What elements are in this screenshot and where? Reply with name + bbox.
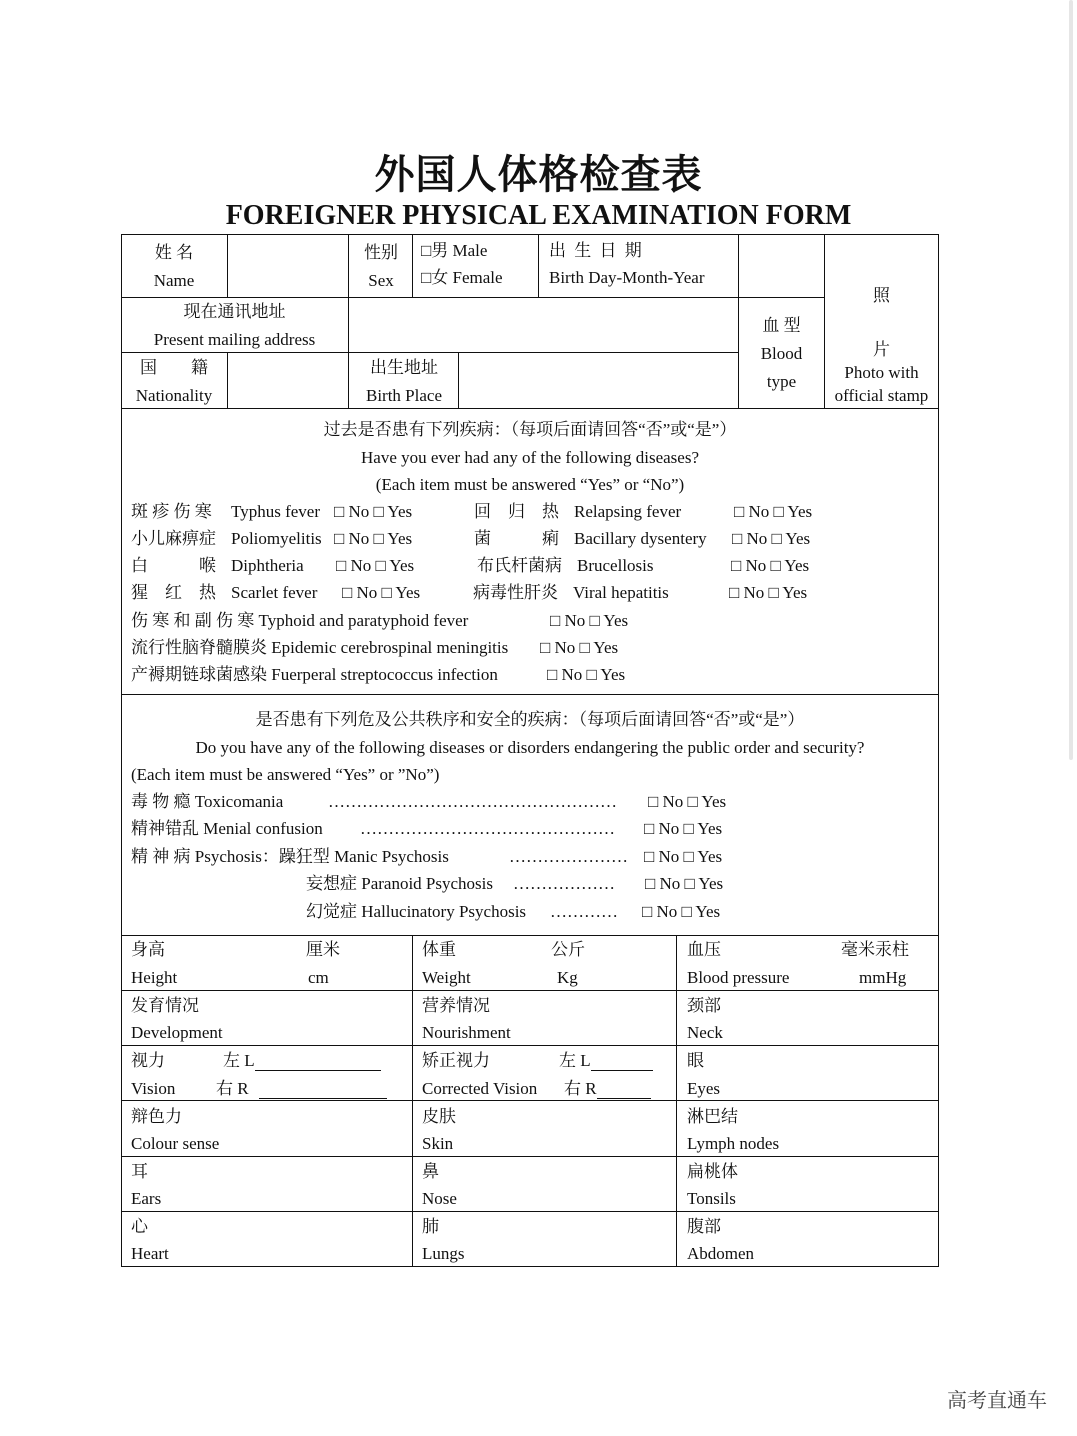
exam-label-en: Nourishment	[422, 1023, 511, 1042]
form-title-en: FOREIGNER PHYSICAL EXAMINATION FORM	[225, 200, 852, 231]
sex-label-en: Sex	[368, 271, 394, 290]
disease-answer[interactable]: □ No □ Yes	[734, 502, 813, 521]
exam-label-en: Development	[131, 1023, 223, 1042]
exam-label-cn: 肺	[422, 1217, 439, 1236]
exam-form	[121, 234, 939, 1267]
exam-label-en: Neck	[687, 1023, 723, 1042]
vision-left-label: 左 L	[223, 1051, 255, 1070]
public-item-dots: ………………	[513, 874, 615, 893]
exam-label-cn: 鼻	[422, 1162, 439, 1181]
cvision-left	[559, 1051, 653, 1071]
cvision-right-field[interactable]	[597, 1082, 651, 1099]
disease-long: 产褥期链球菌感染 Fuerperal streptococcus infection	[131, 665, 498, 684]
public-heading-cn: 是否患有下列危及公共秩序和安全的疾病：（每项后面请回答“否”或“是”）	[255, 710, 805, 729]
vision-label-cn: 视力	[131, 1051, 165, 1070]
form-title-cn: 外国人体格检查表	[374, 152, 703, 198]
public-heading-en-1: Do you have any of the following diseases or disorders endangering the public order and security?	[195, 738, 865, 757]
photo-label-cn-2: 片	[873, 340, 890, 359]
name-field[interactable]	[229, 236, 347, 294]
address-field[interactable]	[350, 300, 736, 350]
disease-answer[interactable]: □ No □ Yes	[731, 556, 810, 575]
public-heading-en-2: (Each item must be answered “Yes” or ”No”)	[131, 765, 440, 784]
public-item-label: 妄想症 Paranoid Psychosis	[306, 874, 493, 893]
birth-label-cn: 出 生 日 期	[549, 241, 644, 260]
cvision-left-field[interactable]	[591, 1054, 653, 1071]
photo-label-en-2: official stamp	[834, 386, 929, 405]
birth-label-en: Birth Day-Month-Year	[549, 268, 705, 287]
disease-cn: 病毒性肝炎	[473, 583, 558, 602]
height-unit-cn: 厘米	[306, 940, 340, 959]
blood-label-en-2: type	[766, 372, 797, 391]
public-item-label: 精 神 病 Psychosis：躁狂型 Manic Psychosis	[131, 847, 449, 866]
sex-label-cn: 性别	[364, 243, 398, 262]
exam-label-cn: 发育情况	[131, 996, 199, 1015]
public-item-answer[interactable]: □ No □ Yes	[648, 792, 727, 811]
public-item-label: 毒 物 瘾 Toxicomania	[131, 792, 284, 811]
vision-right-label: 右 R	[216, 1079, 249, 1098]
disease-cn: 回 归 热	[474, 502, 559, 521]
past-heading-en-1: Have you ever had any of the following diseases?	[361, 448, 699, 467]
public-item-answer[interactable]: □ No □ Yes	[645, 874, 724, 893]
exam-label-en: Heart	[131, 1244, 169, 1263]
birthplace-label-cn: 出生地址	[370, 358, 438, 377]
name-label-en: Name	[153, 271, 195, 290]
exam-label-en: Abdomen	[687, 1244, 755, 1263]
disease-cn: 斑 疹 伤 寒	[131, 502, 212, 521]
photo-label-cn-1: 照	[873, 286, 890, 305]
exam-label-en: Nose	[422, 1189, 457, 1208]
public-item-dots: ……………………………………………	[328, 792, 617, 811]
exam-label-cn: 营养情况	[422, 996, 490, 1015]
past-heading-cn: 过去是否患有下列疾病：（每项后面请回答“否”或“是”）	[323, 420, 737, 439]
nationality-label-cn: 国 籍	[140, 358, 208, 377]
bp-unit-cn: 毫米汞柱	[841, 940, 909, 959]
blood-label-en-1: Blood	[760, 344, 803, 363]
address-label-cn: 现在通讯地址	[183, 302, 286, 321]
name-label-cn: 姓 名	[154, 243, 194, 262]
bp-label-cn: 血压	[687, 940, 721, 959]
disease-en: Scarlet fever	[231, 583, 318, 602]
disease-en: Viral hepatitis	[573, 583, 669, 602]
vision-label-en: Vision	[131, 1079, 176, 1098]
public-item-label: 幻觉症 Hallucinatory Psychosis	[306, 902, 527, 921]
exam-label-cn: 皮肤	[422, 1107, 456, 1126]
bp-unit: mmHg	[859, 968, 907, 987]
public-item-answer[interactable]: □ No □ Yes	[642, 902, 721, 921]
disease-answer[interactable]: □ No □ Yes	[547, 665, 626, 684]
disease-answer[interactable]: □ No □ Yes	[336, 556, 415, 575]
disease-en: Diphtheria	[231, 556, 304, 575]
eyes-label-cn: 眼	[687, 1051, 704, 1070]
public-item-dots: ………………………………………	[360, 819, 615, 838]
nationality-label-en: Nationality	[135, 386, 213, 405]
watermark: 高考直通车	[947, 1388, 1047, 1412]
disease-en: Poliomyelitis	[231, 529, 322, 548]
disease-answer[interactable]: □ No □ Yes	[540, 638, 619, 657]
disease-answer[interactable]: □ No □ Yes	[342, 583, 421, 602]
sex-male-checkbox[interactable]: □男 Male	[421, 241, 488, 260]
public-item-dots: …………………	[509, 847, 628, 866]
disease-long: 伤 寒 和 副 伤 寒 Typhoid and paratyphoid fever	[131, 611, 469, 630]
birthplace-field[interactable]	[460, 354, 736, 406]
exam-label-en: Lymph nodes	[687, 1134, 780, 1153]
vision-left-field[interactable]	[255, 1054, 381, 1071]
disease-cn: 白 喉	[131, 556, 216, 575]
disease-cn: 小儿麻痹症	[131, 529, 216, 548]
disease-en: Brucellosis	[577, 556, 654, 575]
public-item-answer[interactable]: □ No □ Yes	[644, 847, 723, 866]
birth-date-field[interactable]	[741, 236, 823, 294]
disease-answer[interactable]: □ No □ Yes	[334, 502, 413, 521]
disease-answer[interactable]: □ No □ Yes	[334, 529, 413, 548]
public-item-answer[interactable]: □ No □ Yes	[644, 819, 723, 838]
exam-label-cn: 扁桃体	[687, 1162, 738, 1181]
past-heading-en-2: (Each item must be answered “Yes” or “No”)	[375, 475, 685, 494]
exam-label-en: Ears	[131, 1189, 162, 1208]
disease-answer[interactable]: □ No □ Yes	[550, 611, 629, 630]
height-unit: cm	[308, 968, 329, 987]
weight-label-en: Weight	[422, 968, 471, 987]
vision-right	[216, 1079, 387, 1099]
sex-female-checkbox[interactable]: □女 Female	[421, 268, 503, 287]
exam-label-en: Skin	[422, 1134, 454, 1153]
disease-answer[interactable]: □ No □ Yes	[729, 583, 808, 602]
disease-cn: 布氏杆菌病	[477, 556, 562, 575]
birthplace-label-en: Birth Place	[365, 386, 442, 405]
photo-label-en-1: Photo with	[844, 363, 919, 382]
disease-long: 流行性脑脊髓膜炎 Epidemic cerebrospinal meningitis	[131, 638, 509, 657]
address-label-en: Present mailing address	[153, 330, 316, 349]
exam-label-cn: 淋巴结	[687, 1107, 738, 1126]
nationality-field[interactable]	[229, 354, 347, 406]
cvision-right	[564, 1079, 651, 1099]
disease-en: Typhus fever	[231, 502, 320, 521]
vision-right-field[interactable]	[259, 1082, 387, 1099]
cvision-label-en: Corrected Vision	[422, 1079, 538, 1098]
bp-label-en: Blood pressure	[687, 968, 790, 987]
exam-label-en: Tonsils	[687, 1189, 736, 1208]
weight-unit: Kg	[557, 968, 578, 987]
scrollbar[interactable]	[1069, 0, 1073, 760]
disease-answer[interactable]: □ No □ Yes	[732, 529, 811, 548]
weight-unit-cn: 公斤	[551, 940, 585, 959]
weight-label-cn: 体重	[422, 940, 456, 959]
disease-cn: 菌 痢	[474, 529, 559, 548]
exam-label-cn: 心	[131, 1217, 148, 1236]
exam-label-cn: 辩色力	[131, 1107, 182, 1126]
cvision-right-label: 右 R	[564, 1079, 597, 1098]
exam-label-en: Lungs	[422, 1244, 465, 1263]
disease-en: Bacillary dysentery	[574, 529, 707, 548]
cvision-label-cn: 矫正视力	[422, 1051, 490, 1070]
public-item-dots: …………	[550, 902, 618, 921]
blood-label-cn: 血 型	[762, 316, 801, 335]
eyes-label-en: Eyes	[687, 1079, 721, 1098]
height-label-en: Height	[131, 968, 178, 987]
public-item-label: 精神错乱 Menial confusion	[131, 819, 323, 838]
exam-label-cn: 耳	[131, 1162, 148, 1181]
cvision-left-label: 左 L	[559, 1051, 591, 1070]
disease-cn: 猩 红 热	[131, 583, 216, 602]
exam-label-en: Colour sense	[131, 1134, 220, 1153]
disease-en: Relapsing fever	[574, 502, 682, 521]
vision-left	[223, 1051, 381, 1071]
exam-label-cn: 颈部	[687, 996, 721, 1015]
height-label-cn: 身高	[131, 940, 165, 959]
exam-label-cn: 腹部	[687, 1217, 721, 1236]
